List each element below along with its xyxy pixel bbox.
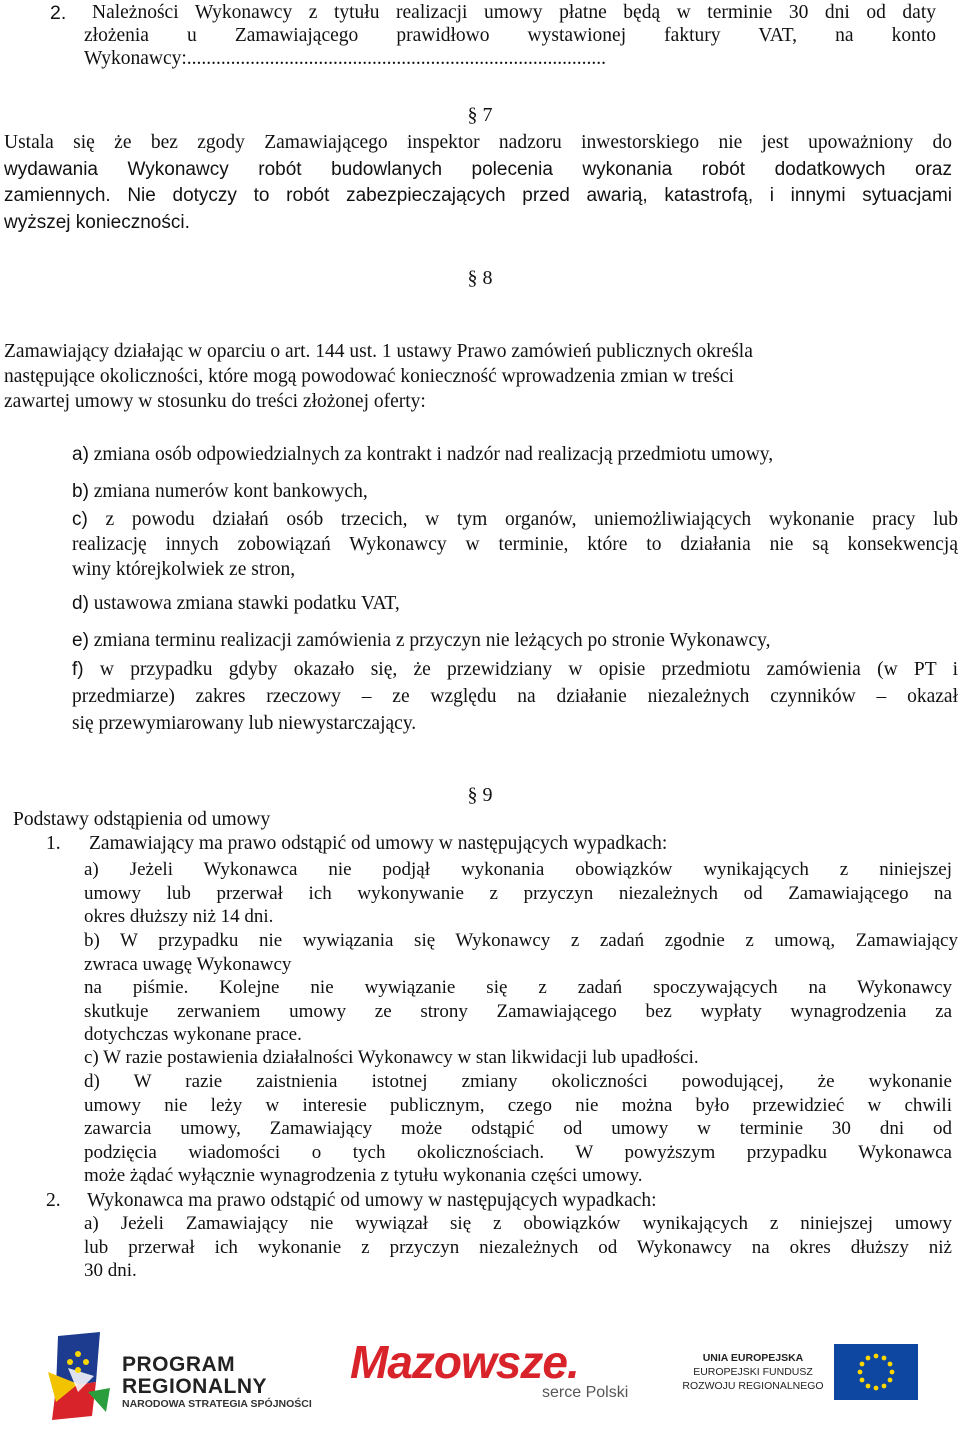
- section-heading: Podstawy odstąpienia od umowy: [13, 809, 271, 830]
- item-label: c): [72, 509, 88, 530]
- item-label: e): [72, 630, 89, 651]
- list-item: [72, 507, 958, 583]
- item-text: z powodu działań osób trzecich, w tym organów, uniemożliwiających wykonanie pracy lub: [87, 509, 958, 530]
- text-line: d) W razie zaistnienia istotnej zmiany okoliczności powodującej, że wykonanie: [84, 1071, 952, 1092]
- item-text: zmiana terminu realizacji zamówienia z przyczyn nie leżących po stronie Wykonawcy,: [88, 630, 771, 651]
- item-label: d): [72, 593, 89, 614]
- text-line: Należności Wykonawcy z tytułu realizacji umowy płatne będą w terminie 30 dni od daty: [92, 2, 936, 23]
- clause-2a: [84, 1212, 952, 1283]
- clause-a: [84, 858, 952, 929]
- footer-logos: [0, 1330, 960, 1430]
- list-item: [72, 628, 958, 654]
- item-text: zmiana osób odpowiedzialnych za kontrakt i nadzór nad realizacją przedmiotu umowy,: [88, 444, 774, 465]
- nss-flag-icon: [48, 1332, 114, 1420]
- text-line: Wykonawca ma prawo odstąpić od umowy w następujących wypadkach:: [87, 1190, 657, 1211]
- text-line: zawartej umowy w stosunku do treści złożonej oferty:: [4, 391, 426, 412]
- list-item: [72, 479, 958, 505]
- text-line: a) Jeżeli Zamawiający nie wywiązał się z obowiązków wynikających z niniejszej umowy: [84, 1213, 952, 1234]
- text-line: umowy lub przerwał ich wykonywanie z przyczyn niezależnych od Zamawiającego na: [84, 882, 952, 904]
- text-line: c) W razie postawienia działalności Wykonawcy w stan likwidacji lub upadłości.: [84, 1047, 699, 1068]
- eu-text: EUROPEJSKI FUNDUSZ: [693, 1366, 813, 1378]
- eu-text: UNIA EUROPEJSKA: [702, 1352, 804, 1364]
- mazowsze-logo: [350, 1334, 650, 1424]
- text-line: zamiennych. Nie dotyczy to robót zabezpieczających przed awarią, katastrofą, i innymi sytuacjami: [4, 185, 952, 206]
- text-line: okres dłuższy niż 14 dni.: [84, 906, 274, 928]
- text-line: wyższej konieczności.: [4, 212, 190, 233]
- eu-flag-icon: [834, 1344, 918, 1400]
- item-text: zmiana numerów kont bankowych,: [88, 481, 368, 502]
- section-title-7: § 7: [467, 104, 493, 126]
- logo-text: PROGRAM: [122, 1353, 236, 1376]
- text-line: zawarcia umowy, Zamawiający może odstąpić od umowy w terminie 30 dni od: [84, 1118, 952, 1140]
- item-text: ustawowa zmiana stawki podatku VAT,: [88, 593, 400, 614]
- logo-text: REGIONALNY: [122, 1375, 268, 1398]
- text-line: wydawania Wykonawcy robót budowlanych polecenia wykonania robót dodatkowych oraz: [4, 159, 952, 180]
- item-text: się przewymiarowany lub niewystarczający.: [72, 713, 417, 734]
- text-line: Zamawiający działając w oparciu o art. 144 ust. 1 ustawy Prawo zamówień publicznych określa: [4, 341, 753, 362]
- item-label: f): [72, 659, 84, 680]
- text-line: zwraca uwagę Wykonawcy: [84, 953, 292, 975]
- item-text: winy którejkolwiek ze stron,: [72, 559, 296, 580]
- clause-d: [84, 1070, 952, 1188]
- section-title-8: § 8: [467, 267, 493, 289]
- list-item: [72, 591, 958, 617]
- item-label: a): [72, 444, 89, 465]
- clause-c: [84, 1046, 952, 1070]
- mazowsze-wordmark: Mazowsze.: [350, 1336, 579, 1388]
- item-text: przedmiarze) zakres rzeczowy – ze względu na działanie niezależnych czynników – okazał: [72, 686, 958, 707]
- text-line: może żądać wyłącznie wynagrodzenia z tytułu wykonania części umowy.: [84, 1165, 643, 1187]
- text-line: dotychczas wykonane prace.: [84, 1024, 302, 1046]
- mazowsze-tagline: serce Polski: [542, 1384, 629, 1401]
- clause-b: [84, 929, 958, 1047]
- section-title-9: § 9: [467, 784, 493, 806]
- eu-fund-logo: [678, 1342, 923, 1422]
- text-line: Zamawiający ma prawo odstąpić od umowy w następujących wypadkach:: [89, 833, 668, 854]
- text-line: następujące okoliczności, które mogą powodować konieczność wprowadzenia zmian w treści: [4, 366, 734, 387]
- text-line: złożenia u Zamawiającego prawidłowo wystawionej faktury VAT, na konto: [84, 25, 936, 46]
- text-line: lub przerwał ich wykonanie z przyczyn niezależnych od Wykonawcy na okres dłuższy niż: [84, 1236, 952, 1258]
- text-line: Ustala się że bez zgody Zamawiającego inspektor nadzoru inwestorskiego nie jest upoważniony do: [4, 132, 952, 153]
- text-line: umowy nie leży w interesie publicznym, czego nie można było przewidzieć w chwili: [84, 1094, 952, 1116]
- text-line: podzięcia wiadomości o tych okolicznościach. W powyższym przypadku Wykonawca: [84, 1141, 952, 1163]
- text-line: b) W przypadku nie wywiązania się Wykonawcy z zadań zgodnie z umową, Zamawiający: [84, 930, 958, 951]
- eu-text: ROZWOJU REGIONALNEGO: [682, 1380, 824, 1392]
- list-item: [72, 657, 958, 737]
- text-line: skutkuje zerwaniem umowy ze strony Zamawiającego bez wypłaty wynagrodzenia za: [84, 1000, 952, 1022]
- item-text: w przypadku gdyby okazało się, że przewidziany w opisie przedmiotu zamówienia (w PT i: [83, 659, 958, 680]
- item-text: realizację innych zobowiązań Wykonawcy w terminie, które to działania nie są konsekwencją: [72, 534, 958, 555]
- text-line: na piśmie. Kolejne nie wywiązanie się z zadań spoczywających na Wykonawcy: [84, 977, 952, 999]
- list-item: [72, 442, 958, 468]
- text-line: 30 dni.: [84, 1260, 137, 1282]
- program-regionalny-logo: [48, 1332, 318, 1422]
- item-label: b): [72, 481, 89, 502]
- text-line: Wykonawcy:......................................................................................: [84, 48, 607, 69]
- list-number: 1.: [46, 833, 61, 854]
- logo-subtext: NARODOWA STRATEGIA SPÓJNOŚCI: [122, 1398, 312, 1410]
- text-line: a) Jeżeli Wykonawca nie podjął wykonania obowiązków wynikających z niniejszej: [84, 859, 952, 880]
- list-number: 2.: [50, 2, 67, 24]
- list-number: 2.: [46, 1190, 61, 1211]
